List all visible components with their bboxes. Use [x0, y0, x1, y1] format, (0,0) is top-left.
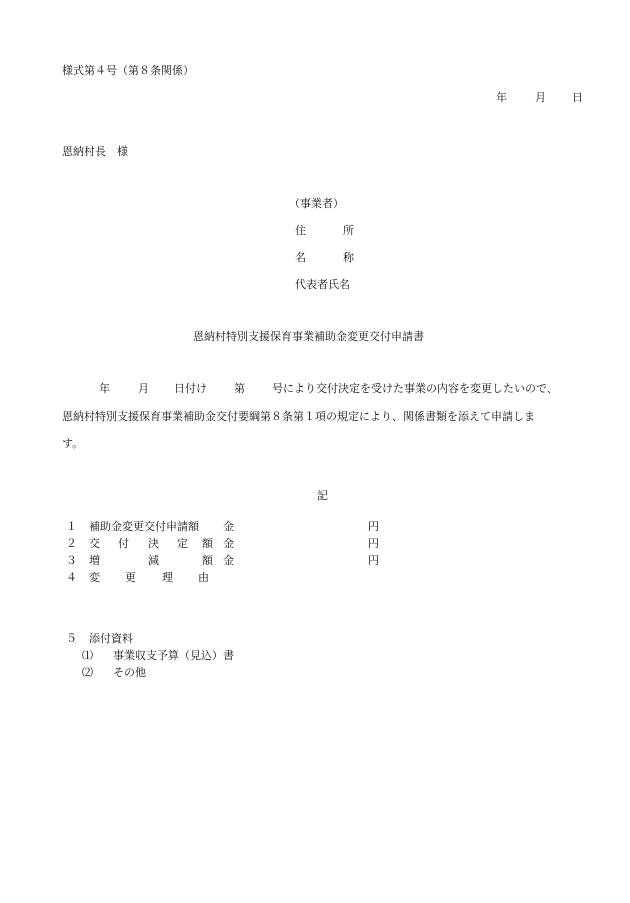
- date-month: 月: [535, 91, 546, 104]
- body-line3: す。: [62, 437, 84, 450]
- item-label-char: 減: [148, 554, 159, 567]
- item-number: １: [66, 520, 77, 533]
- body-date-suffix: 日付け: [174, 382, 207, 395]
- item-label-char: 付: [118, 537, 129, 550]
- body-year: 年: [99, 382, 110, 395]
- attachment-entry-text: 事業収支予算（見込）書: [113, 649, 234, 662]
- item-label-char: 由: [198, 571, 209, 584]
- item-yen: 円: [368, 537, 379, 550]
- item-yen: 円: [368, 520, 379, 533]
- body-month: 月: [138, 382, 149, 395]
- item-kin: 金: [223, 520, 234, 533]
- item-label: 補助金変更交付申請額: [89, 520, 199, 533]
- item-number: ２: [66, 537, 77, 550]
- name-label-2: 称: [343, 251, 354, 264]
- item-label-char: 交: [89, 537, 100, 550]
- item-number: ４: [66, 571, 77, 584]
- item-label-char: 変: [89, 571, 100, 584]
- item-label-char: 額: [202, 554, 213, 567]
- item-number: ３: [66, 554, 77, 567]
- address-label-2: 所: [343, 224, 354, 237]
- date-year: 年: [496, 91, 507, 104]
- item-label-char: 定: [177, 537, 188, 550]
- ki-label: 記: [317, 489, 328, 502]
- addressee: 恩納村長 様: [62, 145, 128, 158]
- body-dai: 第: [234, 382, 245, 395]
- item-label-char: 額: [202, 537, 213, 550]
- attachment-entry-number: ⑵: [82, 666, 93, 679]
- item-yen: 円: [368, 554, 379, 567]
- document-title: 恩納村特別支援保育事業補助金変更交付申請書: [193, 330, 424, 343]
- item-label-char: 決: [148, 537, 159, 550]
- attachments-heading: 添付資料: [89, 632, 133, 645]
- representative-label: 代表者氏名: [295, 278, 350, 291]
- name-label-1: 名: [295, 251, 306, 264]
- form-number: 様式第４号（第８条関係）: [62, 64, 194, 77]
- body-line1-rest: 号により交付決定を受けた事業の内容を変更したいので、: [272, 382, 558, 395]
- attachment-entry-number: ⑴: [82, 649, 93, 662]
- item-label-char: 増: [89, 554, 100, 567]
- attachments-number: ５: [66, 632, 77, 645]
- attachment-entry-text: その他: [113, 666, 146, 679]
- item-label-char: 更: [125, 571, 136, 584]
- applicant-heading: （事業者）: [289, 197, 344, 210]
- body-line2: 恩納村特別支援保育事業補助金交付要綱第８条第１項の規定により、関係書類を添えて申請しま: [62, 410, 535, 423]
- item-kin: 金: [223, 554, 234, 567]
- item-kin: 金: [223, 537, 234, 550]
- item-label-char: 理: [162, 571, 173, 584]
- address-label-1: 住: [295, 224, 306, 237]
- date-day: 日: [572, 91, 583, 104]
